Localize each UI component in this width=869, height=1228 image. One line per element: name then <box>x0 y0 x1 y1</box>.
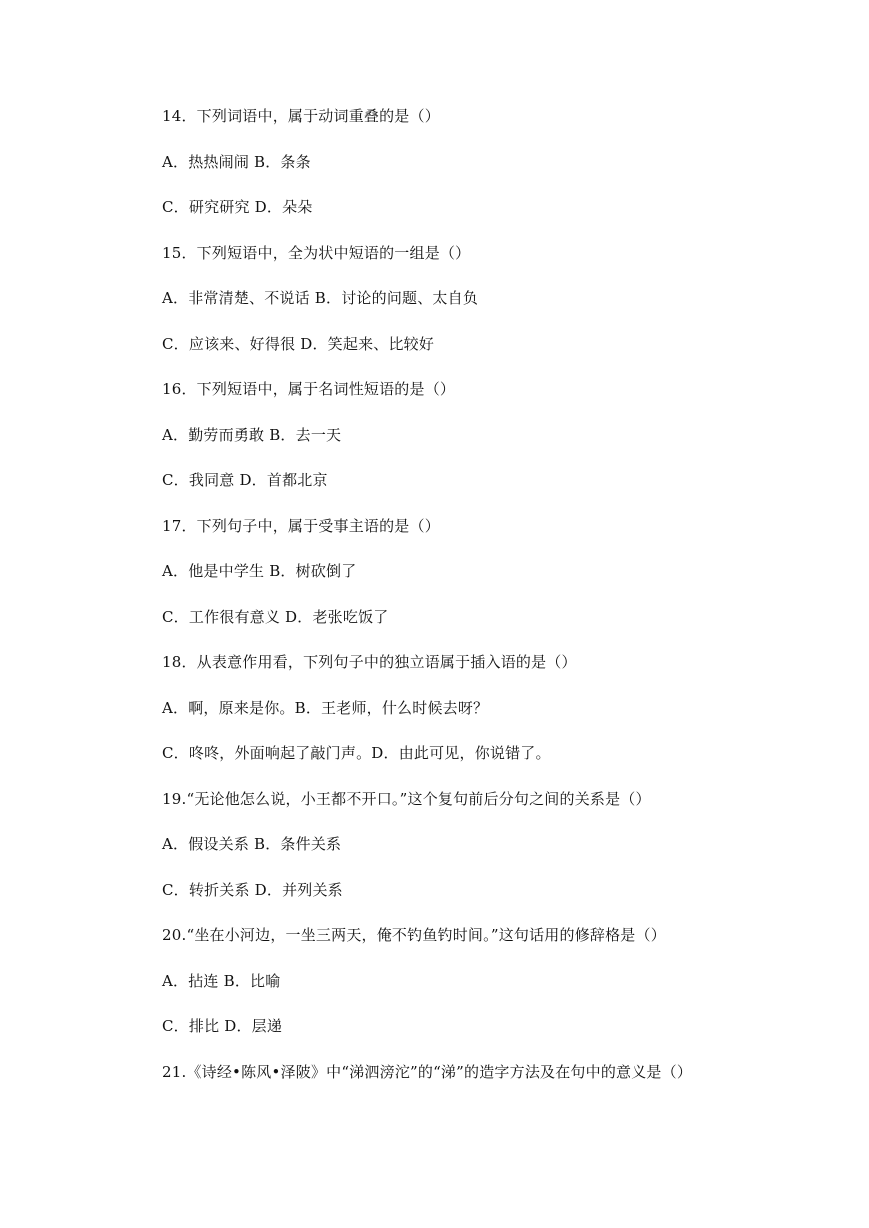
question-14-option-ab: A．热热闹闹 B．条条 <box>162 152 311 171</box>
question-17-option-ab: A．他是中学生 B．树砍倒了 <box>162 562 357 580</box>
question-16-option-ab: A．勤劳而勇敢 B．去一天 <box>162 425 342 444</box>
question-20-option-cd: C．排比 D．层递 <box>162 1017 283 1035</box>
question-18-option-ab: A．啊，原来是你。B．王老师，什么时候去呀？ <box>162 698 489 717</box>
question-19-option-ab: A．假设关系 B．条件关系 <box>162 835 342 853</box>
question-20-option-ab: A．拈连 B．比喻 <box>162 971 281 990</box>
question-14-option-cd: C．研究研究 D．朵朵 <box>162 198 313 216</box>
question-16-stem: 16．下列短语中，属于名词性短语的是（） <box>162 380 456 398</box>
question-15-option-ab: A．非常清楚、不说话 B．讨论的问题、太自负 <box>162 289 479 307</box>
question-19-stem: 19.“无论他怎么说，小王都不开口。”这个复句前后分句之间的关系是（） <box>162 789 651 808</box>
question-20-stem: 20.“坐在小河边，一坐三两天，俺不钓鱼钓时间。”这句话用的修辞格是（） <box>162 926 666 944</box>
question-list <box>162 105 822 1106</box>
question-15-stem: 15．下列短语中，全为状中短语的一组是（） <box>162 243 471 262</box>
question-17-stem: 17．下列句子中，属于受事主语的是（） <box>162 516 440 535</box>
question-16-option-cd: C．我同意 D．首都北京 <box>162 471 328 489</box>
question-19-option-cd: C．转折关系 D．并列关系 <box>162 880 343 899</box>
question-18-stem: 18．从表意作用看，下列句子中的独立语属于插入语的是（） <box>162 653 577 671</box>
question-15-option-cd: C．应该来、好得很 D．笑起来、比较好 <box>162 334 435 353</box>
question-18-option-cd: C．咚咚，外面响起了敲门声。D．由此可见，你说错了。 <box>162 744 551 762</box>
question-21-stem: 21.《诗经•陈风•泽陂》中“涕泗滂沱”的“涕”的造字方法及在句中的意义是（） <box>162 1062 693 1081</box>
question-17-option-cd: C．工作很有意义 D．老张吃饭了 <box>162 607 389 626</box>
question-14-stem: 14．下列词语中，属于动词重叠的是（） <box>162 107 440 125</box>
